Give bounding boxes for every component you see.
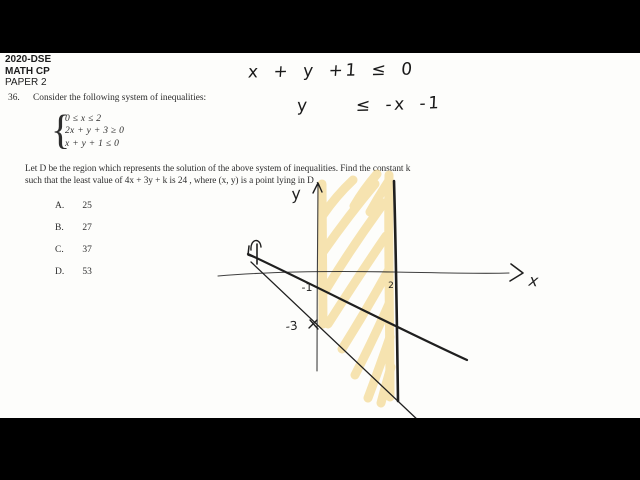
label-neg-1: -1 [301, 281, 313, 294]
exam-year: 2020-DSE [5, 54, 52, 65]
question-number: 36. [8, 93, 20, 103]
boundary-line-arrow-barb [248, 246, 257, 258]
label-neg-3: -3 [284, 318, 299, 334]
handwritten-rhs: ≤ -x -1 [355, 93, 443, 117]
option-value: 53 [82, 267, 92, 277]
problem-statement-line2: such that the least value of 4x + 3y + k is 24 , where (x, y) is a point lying in D . [25, 176, 319, 187]
option-letter: B. [55, 223, 64, 233]
y-axis [317, 184, 318, 371]
highlight-hatch [323, 184, 375, 252]
tick-label-2: 2 [388, 281, 394, 291]
top-letterbox-bar [0, 0, 640, 53]
bottom-letterbox-bar [0, 418, 640, 480]
option-value: 27 [82, 223, 92, 233]
option-letter: C. [55, 245, 64, 255]
handwritten-lhs: y [296, 95, 311, 117]
x-axis-arrowhead-icon [510, 264, 523, 281]
handwritten-inequality-1: x + y +1 ≤ 0 [247, 59, 416, 83]
highlight-hatch [323, 180, 353, 215]
inequality-1: 0 ≤ x ≤ 2 [65, 114, 102, 124]
question-prompt: Consider the following system of inequalities: [33, 93, 207, 103]
inequality-3: x + y + 1 ≤ 0 [65, 138, 120, 149]
exam-subject: MATH CP [5, 65, 50, 77]
inequality-2: 2x + y + 3 ≥ 0 [65, 126, 125, 137]
y-axis-label: y [289, 183, 303, 204]
up-arrow-hook-icon [251, 241, 261, 250]
option-value: 37 [82, 245, 92, 255]
boundary-line-x-plus-y-plus-1 [248, 254, 467, 360]
option-value: 25 [82, 201, 92, 211]
highlight-region [322, 174, 391, 403]
option-letter: D. [55, 267, 65, 277]
option-letter: A. [55, 201, 65, 211]
x-axis-label: x [527, 270, 540, 291]
exam-paper: PAPER 2 [5, 77, 47, 88]
system-brace: { [51, 106, 71, 153]
problem-statement-line1: Let D be the region which represents the solution of the above system of inequalities. Find the constant k [25, 164, 411, 174]
